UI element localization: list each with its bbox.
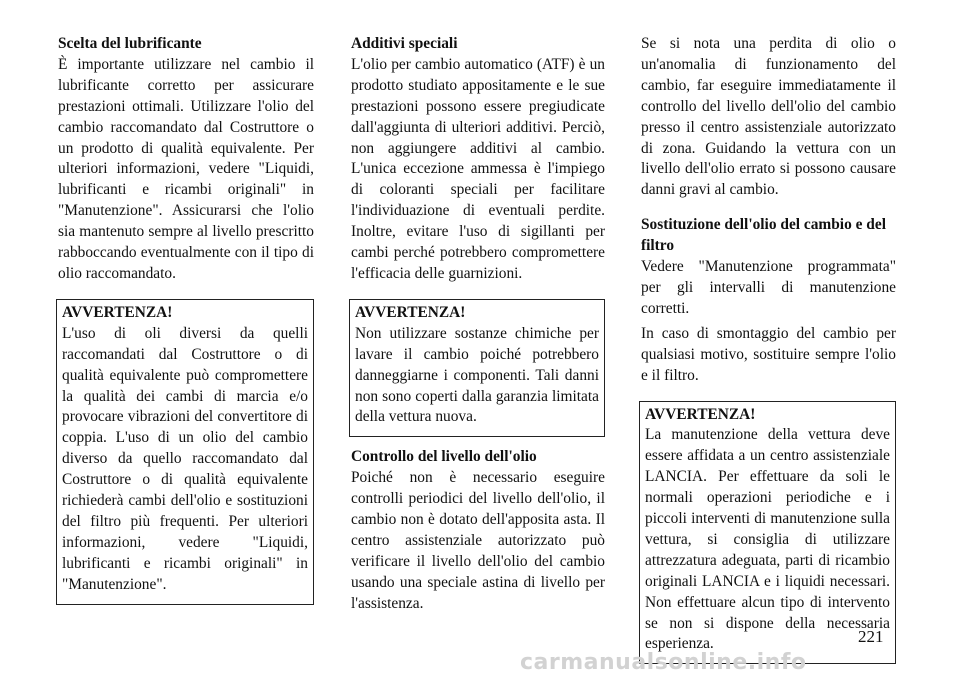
warning-box-maintenance	[639, 401, 896, 665]
warning-title: AVVERTENZA!	[645, 405, 756, 423]
paragraph-disassembly: In caso di smontaggio del cambio per qualsiasi motivo, sostituire sempre l'olio e il filtro.	[641, 324, 896, 384]
paragraph-lubricant-choice: È importante utilizzare nel cambio il lubrificante corretto per assicurare prestazioni ottimali. Utilizzare l'olio del cambio raccomandato dal Costruttore o un prodotto di qualità equivalente. Per ulteriori informazioni, vedere "Liquidi, lubrificanti e ricambi originali" in "Manutenzione". Assicurarsi che l'olio sia mantenuto sempre al livello prescritto rabboccando eventualmente con il tipo di olio raccomandato.	[58, 55, 314, 282]
warning-title: AVVERTENZA!	[355, 303, 466, 321]
warning-text: L'uso di oli diversi da quelli raccomandati dal Costruttore o di qualità equivalente può compromettere la qualità dei cambi di marcia e/o provocare vibrazioni del convertitore di coppia. L'uso di un olio del cambio diverso da quello raccomandato dal Costruttore o di qualità equivalente richiederà cambi dell'olio e sostituzioni del filtro più frequenti. Per ulteriori informazioni, vedere "Liquidi, lubrificanti e ricambi originali" in "Manutenzione".	[62, 324, 308, 593]
column-3	[641, 34, 896, 674]
warning-text: La manutenzione della vettura deve essere affidata a un centro assistenziale LANCIA. Per effettuare da soli le normali operazioni periodiche e i piccoli interventi di manutenzione sulla vettura, si consiglia di utilizzare attrezzatura adeguata, parti di ricambio originali LANCIA e i liquidi necessari. Non effettuare alcun tipo di intervento se non si dispone della necessaria esperienza.	[645, 426, 890, 653]
section-heading-oil-filter-replacement: Sostituzione dell'olio del cambio e del filtro	[641, 216, 886, 255]
watermark: carmanualsonline.info	[520, 650, 807, 675]
section-heading-lubricant-choice: Scelta del lubrificante	[58, 35, 202, 52]
page-number: 221	[858, 627, 884, 646]
column-2	[351, 34, 605, 629]
paragraph-oil-level-check: Poiché non è necessario eseguire controlli periodici del livello dell'olio, il cambio non è dotato dell'apposita asta. Il centro assistenziale autorizzato può verificare il livello dell'olio del cambio usando una speciale astina di livello per l'assistenza.	[351, 469, 605, 612]
paragraph-maintenance-schedule: Vedere "Manutenzione programmata" per gli intervalli di manutenzione corretti.	[641, 258, 896, 317]
warning-text: Non utilizzare sostanze chimiche per lavare il cambio poiché potrebbero danneggiarne i componenti. Tali danni non sono coperti dalla garanzia limitata della vettura nuova.	[355, 324, 599, 426]
paragraph-special-additives: L'olio per cambio automatico (ATF) è un prodotto studiato appositamente e le sue prestazioni possono essere pregiudicate dall'aggiunta di ulteriori additivi. Perciò, non aggiungere additivi al cambio. L'unica eccezione ammessa è l'impiego di coloranti speciali per facilitare l'individuazione di eventuali perdite. Inoltre, evitare l'uso di sigillanti per cambi perché potrebbero compromettere l'efficacia delle guarnizioni.	[351, 55, 605, 282]
warning-box-oil-types	[56, 299, 314, 605]
warning-box-chemicals	[349, 299, 605, 437]
section-heading-oil-level-check: Controllo del livello dell'olio	[351, 448, 537, 466]
column-1	[58, 34, 314, 615]
warning-title: AVVERTENZA!	[62, 303, 173, 321]
section-heading-special-additives: Additivi speciali	[351, 35, 458, 52]
paragraph-oil-leak: Se si nota una perdita di olio o un'anomalia di funzionamento del cambio, far eseguire immediatamente il controllo del livello dell'olio del cambio presso il centro assistenziale autorizzato di zona. Guidando la vettura con un livello dell'olio errato si possono causare danni gravi al cambio.	[641, 35, 896, 199]
